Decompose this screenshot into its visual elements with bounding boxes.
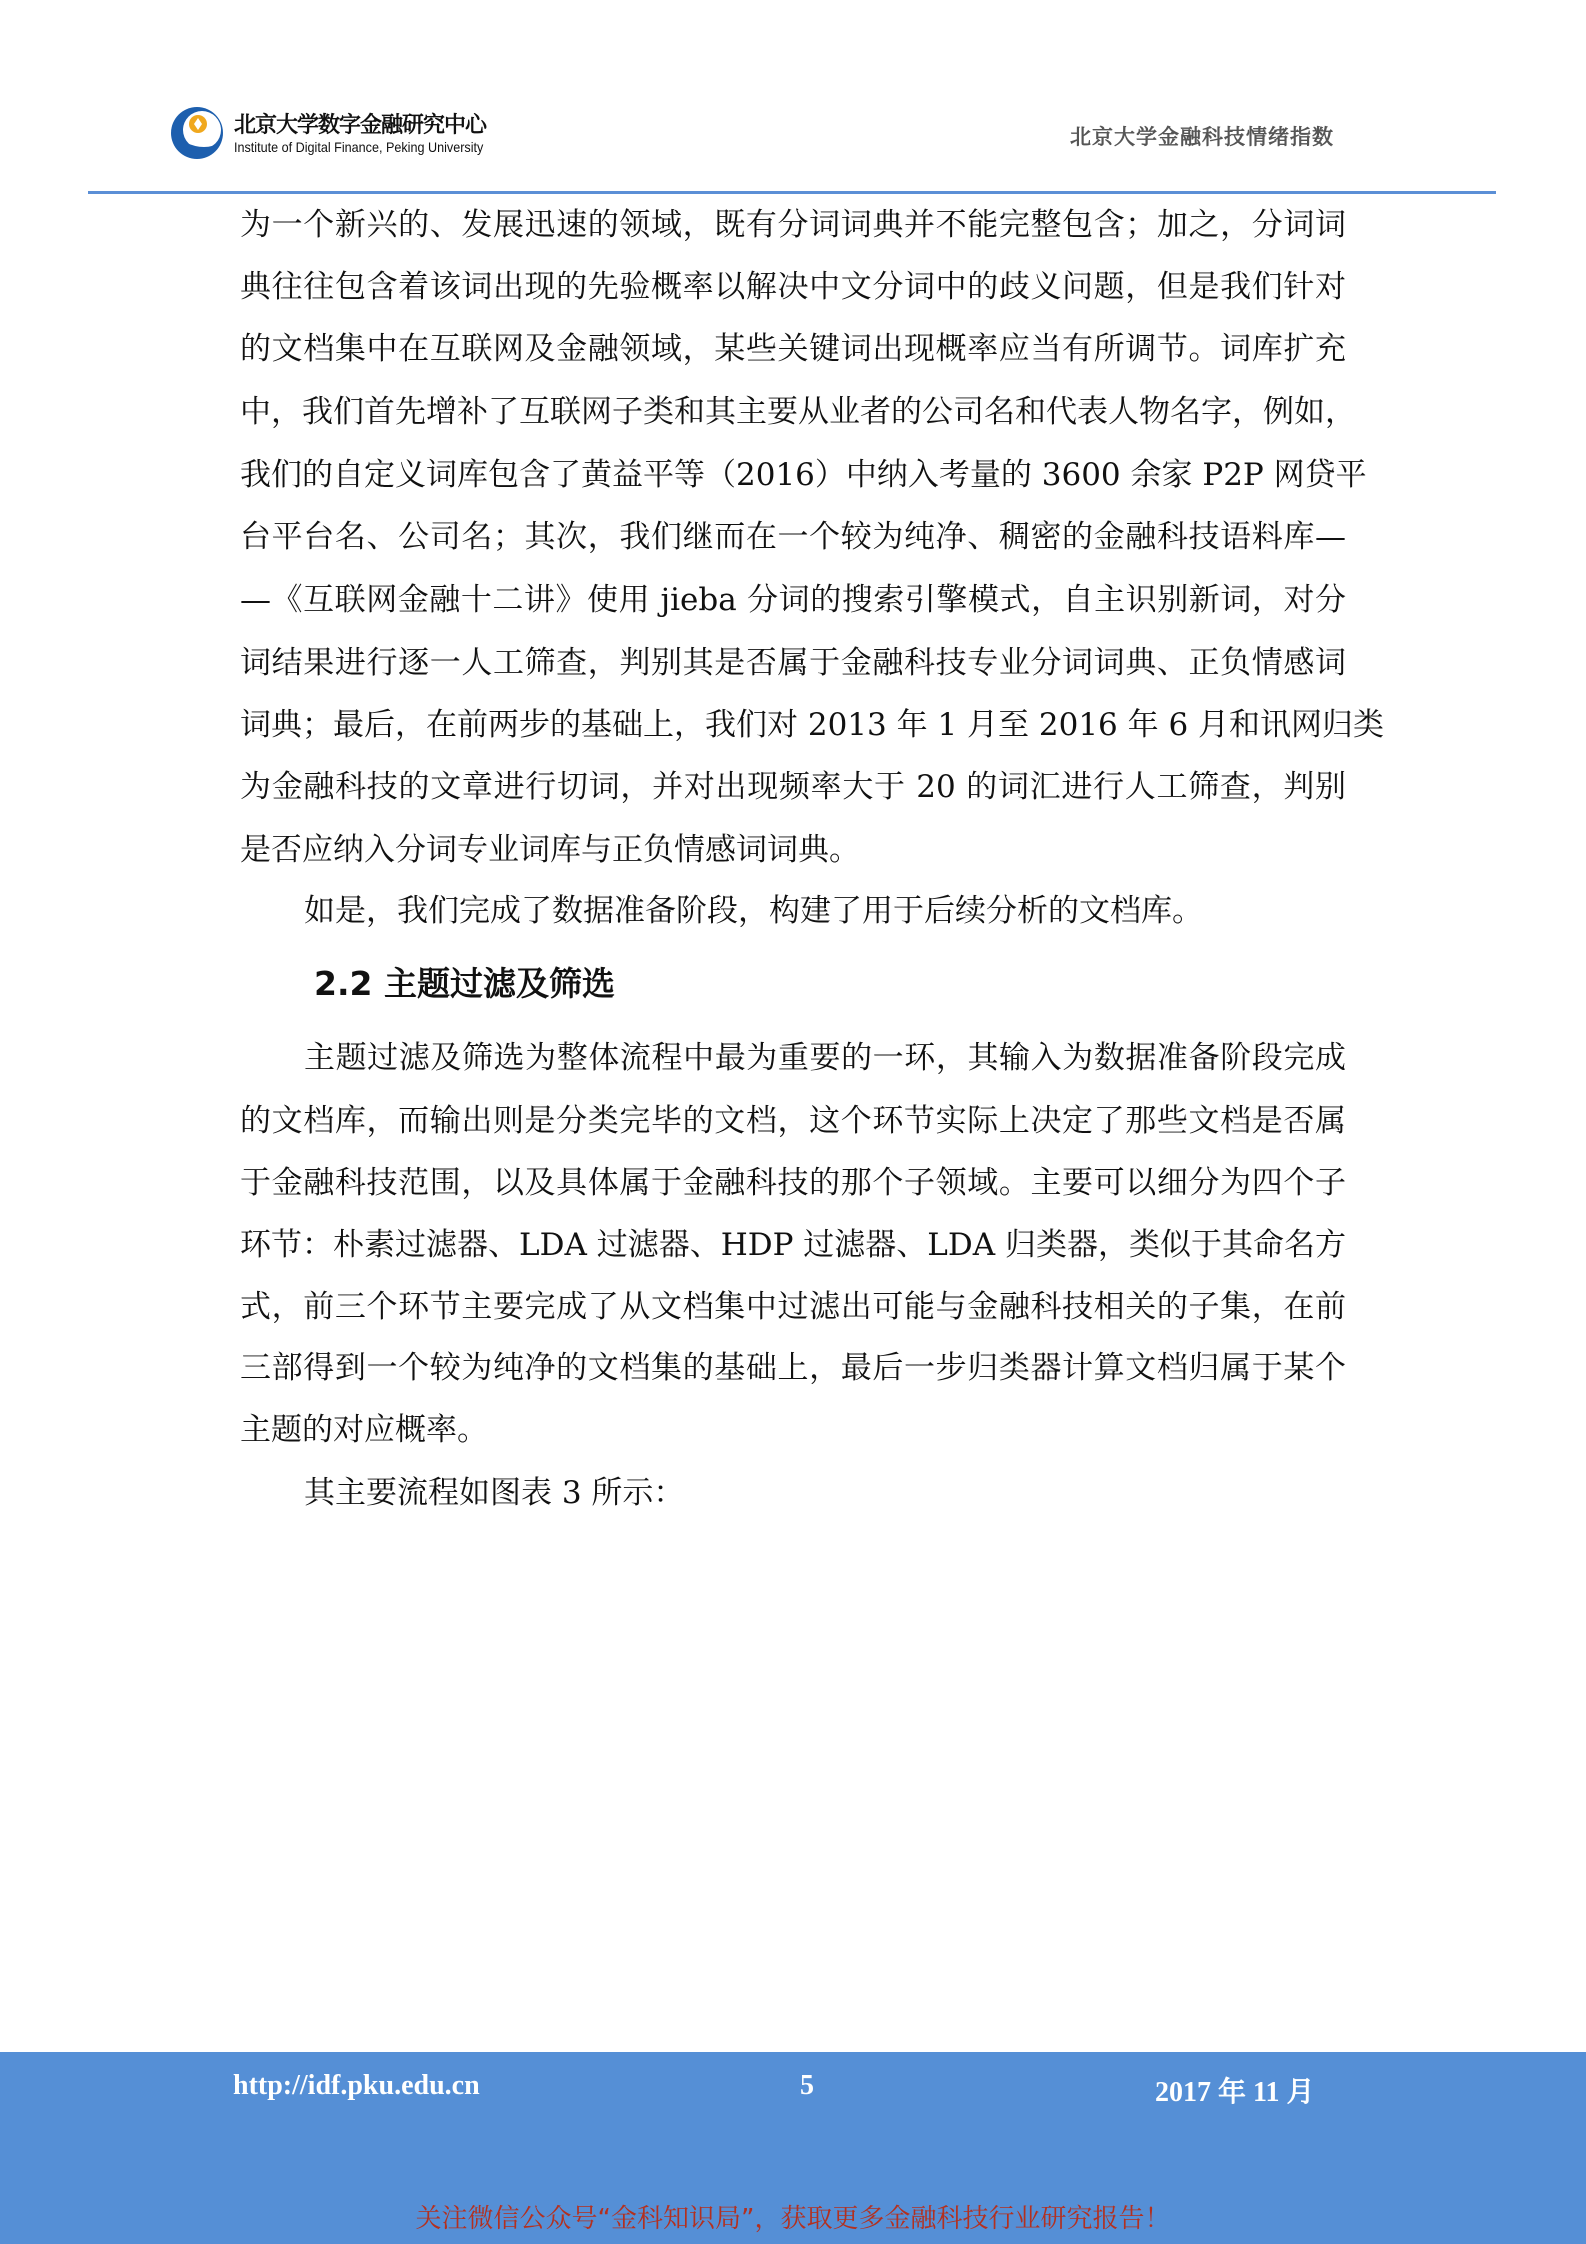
text-line: 主题过滤及筛选为整体流程中最为重要的一环，其输入为数据准备阶段完成 xyxy=(304,1040,1346,1076)
text-line: 台平台名、公司名；其次，我们继而在一个较为纯净、稠密的金融科技语料库— xyxy=(240,519,1346,555)
paragraph: 其主要流程如图表 3 所示： xyxy=(304,1475,685,1511)
publication-date: 2017 年 11 月 xyxy=(1155,2077,1315,2108)
text-line: 词典；最后，在前两步的基础上，我们对 2013 年 1 月至 2016 年 6 月和讯网归类 xyxy=(240,707,1385,743)
section-heading: 2.2 主题过滤及筛选 xyxy=(314,964,615,1003)
org-name-cn: 北京大学数字金融研究中心 xyxy=(234,113,487,138)
text-line: 中，我们首先增补了互联网子类和其主要从业者的公司名和代表人物名字，例如， xyxy=(240,394,1356,430)
institute-logo-icon xyxy=(170,106,224,160)
report-title: 北京大学金融科技情绪指数 xyxy=(1070,124,1334,149)
website-link[interactable]: http://idf.pku.edu.cn xyxy=(233,2070,480,2101)
text-line: 词结果进行逐一人工筛查，判别其是否属于金融科技专业分词词典、正负情感词 xyxy=(240,645,1346,681)
text-line: —《互联网金融十二讲》使用 jieba 分词的搜索引擎模式，自主识别新词，对分 xyxy=(240,582,1346,618)
text-line: 是否应纳入分词专业词库与正负情感词词典。 xyxy=(240,832,860,868)
page-number: 5 xyxy=(800,2070,814,2101)
text-line: 主题的对应概率。 xyxy=(240,1412,488,1448)
org-name-en: Institute of Digital Finance, Peking University xyxy=(234,139,484,155)
page-footer xyxy=(0,2052,1586,2244)
text-line: 式，前三个环节主要完成了从文档集中过滤出可能与金融科技相关的子集，在前 xyxy=(240,1289,1346,1325)
text-line: 的文档集中在互联网及金融领域，某些关键词出现概率应当有所调节。词库扩充 xyxy=(240,331,1346,367)
text-line: 于金融科技范围，以及具体属于金融科技的那个子领域。主要可以细分为四个子 xyxy=(240,1165,1346,1201)
text-line: 我们的自定义词库包含了黄益平等（2016）中纳入考量的 3600 余家 P2P 网贷平 xyxy=(240,457,1367,493)
text-line: 环节：朴素过滤器、LDA 过滤器、HDP 过滤器、LDA 归类器，类似于其命名方 xyxy=(240,1227,1346,1263)
header-divider xyxy=(88,191,1496,194)
text-line: 的文档库，而输出则是分类完毕的文档，这个环节实际上决定了那些文档是否属 xyxy=(240,1103,1346,1139)
text-line: 三部得到一个较为纯净的文档集的基础上，最后一步归类器计算文档归属于某个 xyxy=(240,1350,1346,1386)
text-line: 为一个新兴的、发展迅速的领域，既有分词词典并不能完整包含；加之，分词词 xyxy=(240,207,1346,243)
promo-banner: 关注微信公众号“金科知识局”，获取更多金融科技行业研究报告！ xyxy=(415,2204,1171,2234)
text-line: 为金融科技的文章进行切词，并对出现频率大于 20 的词汇进行人工筛查，判别 xyxy=(240,769,1346,805)
paragraph: 如是，我们完成了数据准备阶段，构建了用于后续分析的文档库。 xyxy=(304,893,1203,929)
text-line: 典往往包含着该词出现的先验概率以解决中文分词中的歧义问题，但是我们针对 xyxy=(240,269,1346,305)
